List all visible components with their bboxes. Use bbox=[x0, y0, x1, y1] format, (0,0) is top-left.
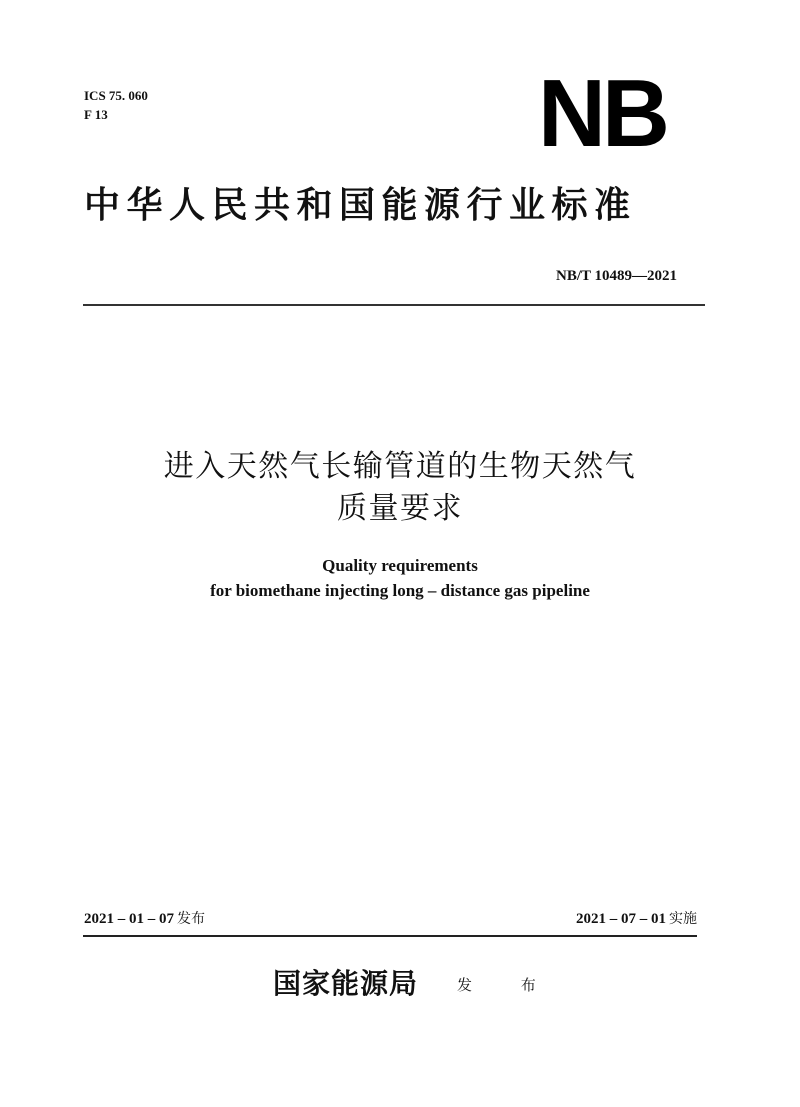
implement-date: 2021 – 07 – 01 bbox=[576, 911, 666, 927]
classification-codes bbox=[84, 86, 148, 124]
standard-number: NB/T 10489—2021 bbox=[556, 268, 677, 284]
issue-date-block bbox=[84, 909, 205, 929]
org-title: 中华人民共和国能源行业标准 bbox=[84, 184, 637, 226]
title-en-line2: for biomethane injecting long – distance gas pipeline bbox=[210, 581, 590, 600]
title-cn-line2: 质量要求 bbox=[337, 491, 463, 526]
ccs-code: F 13 bbox=[84, 107, 108, 122]
issue-date: 2021 – 01 – 07 bbox=[84, 911, 174, 927]
document-title-en bbox=[0, 553, 800, 603]
implement-label: 实施 bbox=[669, 911, 697, 927]
publish-label: 发 布 bbox=[457, 976, 558, 994]
title-cn-line1: 进入天然气长输管道的生物天然气 bbox=[163, 449, 637, 484]
title-en-line1: Quality requirements bbox=[322, 556, 478, 575]
top-divider bbox=[83, 304, 705, 306]
bottom-divider bbox=[83, 935, 697, 937]
issue-label: 发布 bbox=[177, 911, 205, 927]
publisher-name: 国家能源局 bbox=[273, 967, 419, 1000]
document-title-cn bbox=[0, 446, 800, 530]
nb-logo: NB bbox=[538, 60, 667, 167]
ics-code: ICS 75. 060 bbox=[84, 88, 148, 103]
implement-date-block bbox=[576, 909, 697, 929]
